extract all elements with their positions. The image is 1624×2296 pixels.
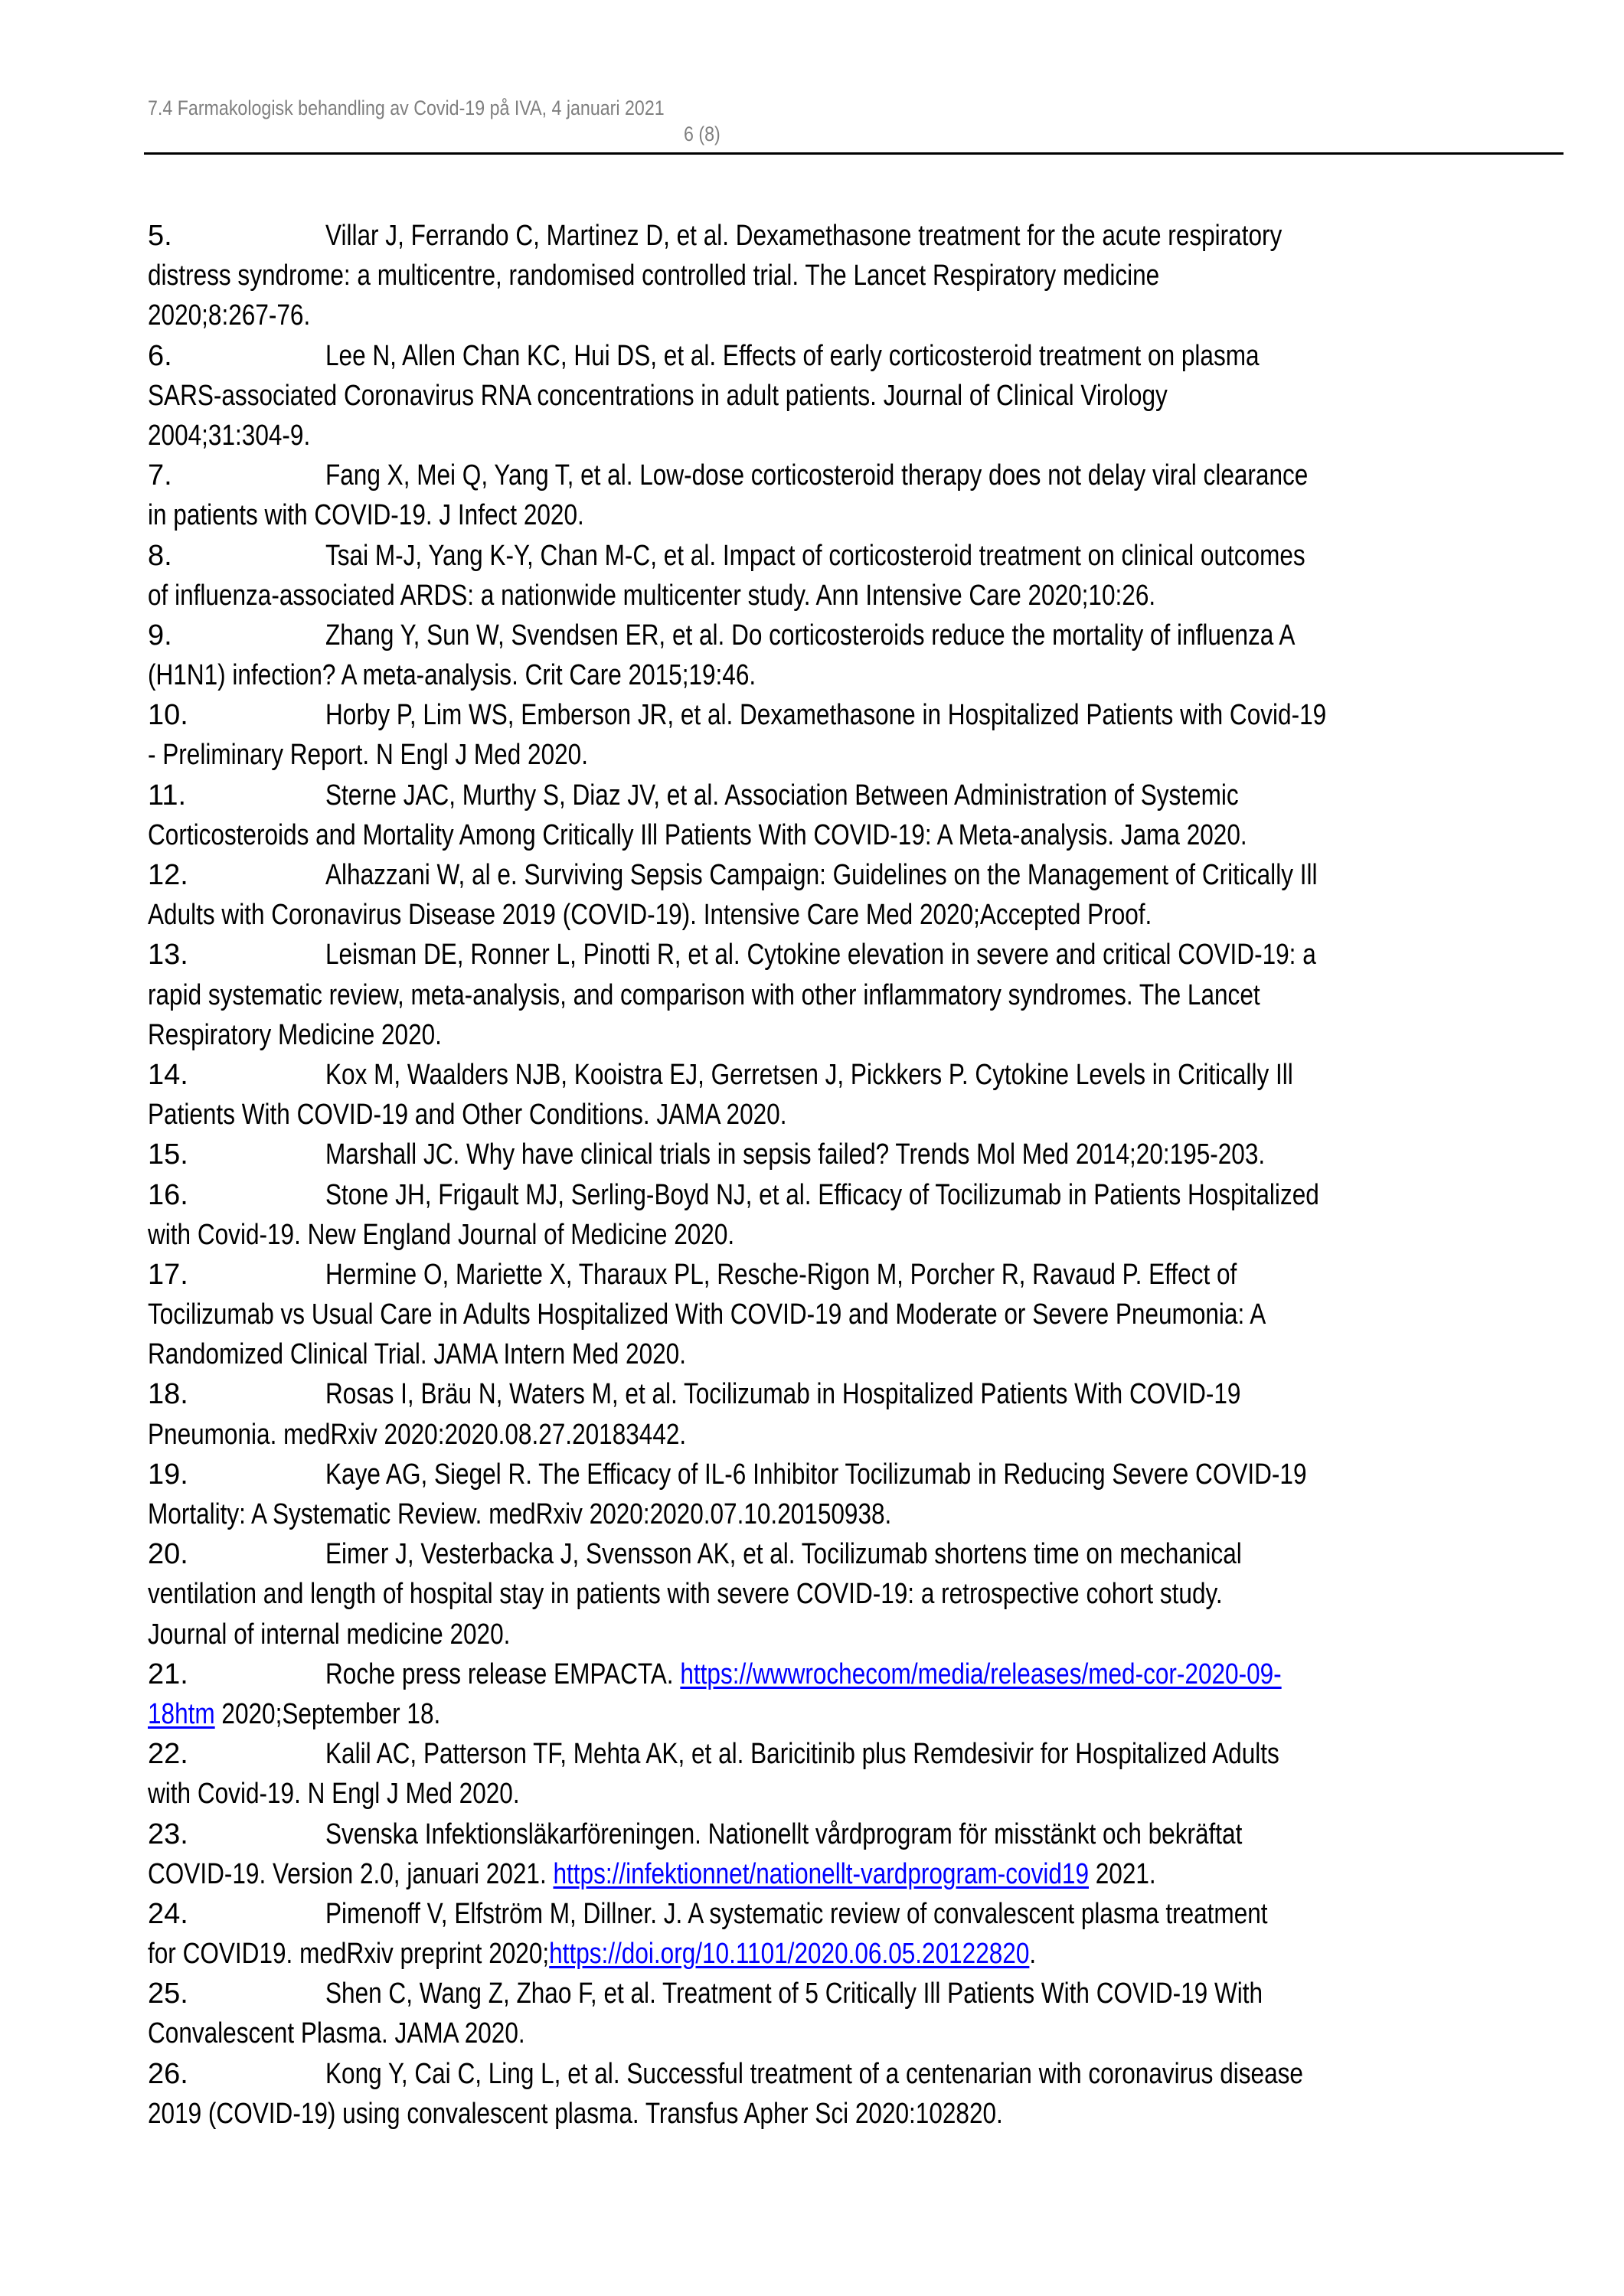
reference-number: 17. (148, 1258, 188, 1291)
reference-line (148, 1814, 1564, 1854)
reference-number: 7. (148, 459, 172, 492)
reference-line (148, 1974, 1564, 2013)
reference-text: Horby P, Lim WS, Emberson JR, et al. Dexamethasone in Hospitalized Patients with Covid-19 (325, 699, 1327, 732)
reference-line (148, 296, 1564, 335)
reference-line (148, 815, 1564, 855)
reference-text: Fang X, Mei Q, Yang T, et al. Low-dose corticosteroid therapy does not delay viral clearance (325, 459, 1309, 492)
reference-line (148, 2054, 1564, 2094)
reference-line (148, 1894, 1564, 1934)
reference-text: Corticosteroids and Mortality Among Critically Ill Patients With COVID-19: A Meta-analysis. Jama 2020. (148, 818, 1247, 851)
reference-text: Zhang Y, Sun W, Svendsen ER, et al. Do corticosteroids reduce the mortality of influenza A (325, 619, 1296, 652)
reference-line (148, 776, 1564, 815)
reference-text: COVID-19. Version 2.0, januari 2021. (148, 1857, 554, 1890)
reference-line (148, 1055, 1564, 1095)
reference-text: Stone JH, Frigault MJ, Serling-Boyd NJ, et al. Efficacy of Tocilizumab in Patients Hospitalized (325, 1178, 1319, 1211)
reference-item (148, 216, 1564, 336)
reference-line (148, 1415, 1564, 1455)
reference-text: Eimer J, Vesterbacka J, Svensson AK, et al. Tocilizumab shortens time on mechanical (325, 1538, 1242, 1571)
reference-number: 22. (148, 1738, 188, 1771)
reference-link[interactable]: https://infektionnet/nationellt-vardprogram-covid19 (553, 1857, 1089, 1890)
reference-link[interactable]: https://doi.org/10.1101/2020.06.05.20122820 (549, 1938, 1030, 1971)
reference-item (148, 1255, 1564, 1375)
reference-number: 23. (148, 1818, 188, 1850)
reference-text: in patients with COVID-19. J Infect 2020. (148, 499, 584, 532)
reference-text: Alhazzani W, al e. Surviving Sepsis Campaign: Guidelines on the Management of Critically Ill (325, 859, 1318, 891)
reference-link[interactable]: 18htm (148, 1697, 215, 1730)
reference-text: Randomized Clinical Trial. JAMA Intern Med 2020. (148, 1338, 686, 1371)
reference-line (148, 416, 1564, 456)
reference-line (148, 1734, 1564, 1774)
reference-line (148, 1015, 1564, 1055)
reference-line (148, 216, 1564, 256)
reference-line (148, 1455, 1564, 1494)
reference-line (148, 1494, 1564, 1534)
reference-line (148, 536, 1564, 576)
reference-text: of influenza-associated ARDS: a nationwide multicenter study. Ann Intensive Care 2020;10:26. (148, 579, 1156, 612)
reference-link[interactable]: https://wwwrochecom/media/releases/med-cor-2020-09- (680, 1657, 1282, 1690)
reference-text: Rosas I, Bräu N, Waters M, et al. Tocilizumab in Hospitalized Patients With COVID-19 (325, 1378, 1241, 1411)
reference-text: with Covid-19. N Engl J Med 2020. (148, 1778, 520, 1811)
reference-item (148, 1734, 1564, 1814)
reference-text: Kong Y, Cai C, Ling L, et al. Successful treatment of a centenarian with coronavirus disease (325, 2057, 1303, 2090)
reference-text: Villar J, Ferrando C, Martinez D, et al. Dexamethasone treatment for the acute respiratory (325, 220, 1283, 252)
reference-line (148, 1854, 1564, 1894)
reference-line (148, 2094, 1564, 2134)
reference-number: 24. (148, 1897, 188, 1930)
reference-item (148, 1455, 1564, 1534)
reference-text: Leisman DE, Ronner L, Pinotti R, et al. Cytokine elevation in severe and critical COVID-19: a (325, 939, 1316, 972)
reference-text: rapid systematic review, meta-analysis, and comparison with other inflammatory syndromes. The Lancet (148, 978, 1260, 1011)
reference-item (148, 1055, 1564, 1135)
reference-line (148, 2013, 1564, 2053)
reference-number: 9. (148, 619, 172, 652)
reference-text: Pneumonia. medRxiv 2020:2020.08.27.20183442. (148, 1418, 687, 1451)
reference-text: Roche press release EMPACTA. (325, 1657, 681, 1690)
reference-line (148, 895, 1564, 935)
reference-line (148, 975, 1564, 1015)
reference-text: 2021. (1088, 1857, 1156, 1890)
reference-text: with Covid-19. New England Journal of Medicine 2020. (148, 1218, 735, 1251)
reference-number: 25. (148, 1978, 188, 2010)
reference-line (148, 495, 1564, 535)
reference-item (148, 536, 1564, 616)
reference-text: 2019 (COVID-19) using convalescent plasma. Transfus Apher Sci 2020:102820. (148, 2097, 1003, 2130)
reference-item (148, 1175, 1564, 1255)
reference-item (148, 855, 1564, 935)
reference-text: Adults with Coronavirus Disease 2019 (COVID-19). Intensive Care Med 2020;Accepted Proof. (148, 899, 1152, 932)
reference-line (148, 576, 1564, 616)
reference-item (148, 1534, 1564, 1654)
reference-line (148, 1615, 1564, 1654)
reference-number: 11. (148, 779, 187, 812)
reference-item (148, 776, 1564, 855)
reference-number: 19. (148, 1458, 188, 1491)
reference-number: 21. (148, 1657, 188, 1690)
reference-item (148, 1974, 1564, 2053)
reference-line (148, 1374, 1564, 1414)
reference-text: 2004;31:304-9. (148, 419, 311, 452)
reference-item (148, 1654, 1564, 1734)
reference-number: 16. (148, 1178, 188, 1211)
reference-number: 15. (148, 1138, 188, 1171)
reference-text: Pimenoff V, Elfström M, Dillner. J. A systematic review of convalescent plasma treatment (325, 1897, 1268, 1930)
reference-item (148, 1894, 1564, 1974)
reference-text: Svenska Infektionsläkarföreningen. Nationellt vårdprogram för misstänkt och bekräftat (325, 1818, 1243, 1850)
reference-text: for COVID19. medRxiv preprint 2020; (148, 1938, 550, 1971)
reference-line (148, 855, 1564, 895)
reference-line (148, 1135, 1564, 1174)
reference-item (148, 2054, 1564, 2134)
reference-text: Marshall JC. Why have clinical trials in sepsis failed? Trends Mol Med 2014;20:195-203. (325, 1138, 1266, 1171)
reference-item (148, 1814, 1564, 1894)
reference-text: Tocilizumab vs Usual Care in Adults Hospitalized With COVID-19 and Moderate or Severe Pneumonia: A (148, 1298, 1266, 1331)
document-title: 7.4 Farmakologisk behandling av Covid-19 på IVA, 4 januari 2021 (148, 96, 665, 119)
reference-number: 18. (148, 1378, 188, 1411)
reference-number: 13. (148, 939, 188, 972)
page-indicator: 6 (8) (684, 122, 721, 145)
reference-line (148, 256, 1564, 296)
reference-number: 26. (148, 2057, 188, 2090)
reference-line (148, 1654, 1564, 1694)
reference-line (148, 336, 1564, 376)
reference-text: SARS-associated Coronavirus RNA concentrations in adult patients. Journal of Clinical Virology (148, 379, 1168, 412)
reference-number: 10. (148, 699, 188, 732)
reference-number: 8. (148, 539, 172, 572)
reference-line (148, 1774, 1564, 1814)
reference-text: Journal of internal medicine 2020. (148, 1618, 511, 1651)
reference-text: 2020;September 18. (214, 1697, 441, 1730)
reference-line (148, 1255, 1564, 1295)
reference-text: Lee N, Allen Chan KC, Hui DS, et al. Effects of early corticosteroid treatment on plasma (325, 339, 1260, 372)
reference-line (148, 1534, 1564, 1574)
reference-text: Patients With COVID-19 and Other Conditions. JAMA 2020. (148, 1099, 787, 1132)
reference-text: Respiratory Medicine 2020. (148, 1018, 442, 1051)
reference-line (148, 376, 1564, 416)
reference-text: Kox M, Waalders NJB, Kooistra EJ, Gerretsen J, Pickkers P. Cytokine Levels in Critically Ill (325, 1058, 1293, 1091)
reference-item (148, 1135, 1564, 1174)
header-rule (144, 152, 1564, 155)
reference-line (148, 1295, 1564, 1334)
reference-text: Tsai M-J, Yang K-Y, Chan M-C, et al. Impact of corticosteroid treatment on clinical outcomes (325, 539, 1305, 572)
reference-text: . (1029, 1938, 1037, 1971)
reference-text: distress syndrome: a multicentre, randomised controlled trial. The Lancet Respiratory medicine (148, 260, 1160, 292)
reference-text: Kaye AG, Siegel R. The Efficacy of IL-6 Inhibitor Tocilizumab in Reducing Severe COVID-19 (325, 1458, 1307, 1491)
reference-text: (H1N1) infection? A meta-analysis. Crit Care 2015;19:46. (148, 659, 756, 692)
reference-text: Hermine O, Mariette X, Tharaux PL, Resche-Rigon M, Porcher R, Ravaud P. Effect of (325, 1258, 1237, 1291)
reference-number: 12. (148, 859, 188, 891)
reference-line (148, 1574, 1564, 1614)
reference-line (148, 1934, 1564, 1974)
reference-line (148, 456, 1564, 495)
reference-list (148, 216, 1564, 2134)
reference-text: Convalescent Plasma. JAMA 2020. (148, 2017, 525, 2050)
reference-item (148, 695, 1564, 775)
reference-line (148, 616, 1564, 655)
reference-item (148, 336, 1564, 456)
reference-line (148, 935, 1564, 975)
reference-text: Kalil AC, Patterson TF, Mehta AK, et al. Baricitinib plus Remdesivir for Hospitalized Adults (325, 1738, 1279, 1771)
reference-line (148, 1334, 1564, 1374)
reference-item (148, 616, 1564, 695)
reference-text: - Preliminary Report. N Engl J Med 2020. (148, 739, 588, 772)
reference-text: ventilation and length of hospital stay in patients with severe COVID-19: a retrospective cohort study. (148, 1578, 1223, 1611)
reference-item (148, 456, 1564, 535)
reference-line (148, 735, 1564, 775)
reference-line (148, 1694, 1564, 1734)
reference-item (148, 1374, 1564, 1454)
page-header (148, 95, 837, 145)
reference-text: Sterne JAC, Murthy S, Diaz JV, et al. Association Between Administration of Systemic (325, 779, 1239, 812)
reference-line (148, 655, 1564, 695)
reference-item (148, 935, 1564, 1055)
reference-number: 20. (148, 1538, 188, 1571)
reference-line (148, 1215, 1564, 1255)
reference-text: Shen C, Wang Z, Zhao F, et al. Treatment of 5 Critically Ill Patients With COVID-19 With (325, 1978, 1263, 2010)
reference-number: 6. (148, 339, 172, 372)
reference-number: 5. (148, 220, 172, 252)
reference-number: 14. (148, 1058, 188, 1091)
reference-text: Mortality: A Systematic Review. medRxiv 2020:2020.07.10.20150938. (148, 1498, 892, 1530)
reference-text: 2020;8:267-76. (148, 299, 311, 332)
reference-line (148, 1175, 1564, 1215)
reference-line (148, 1095, 1564, 1135)
reference-line (148, 695, 1564, 735)
